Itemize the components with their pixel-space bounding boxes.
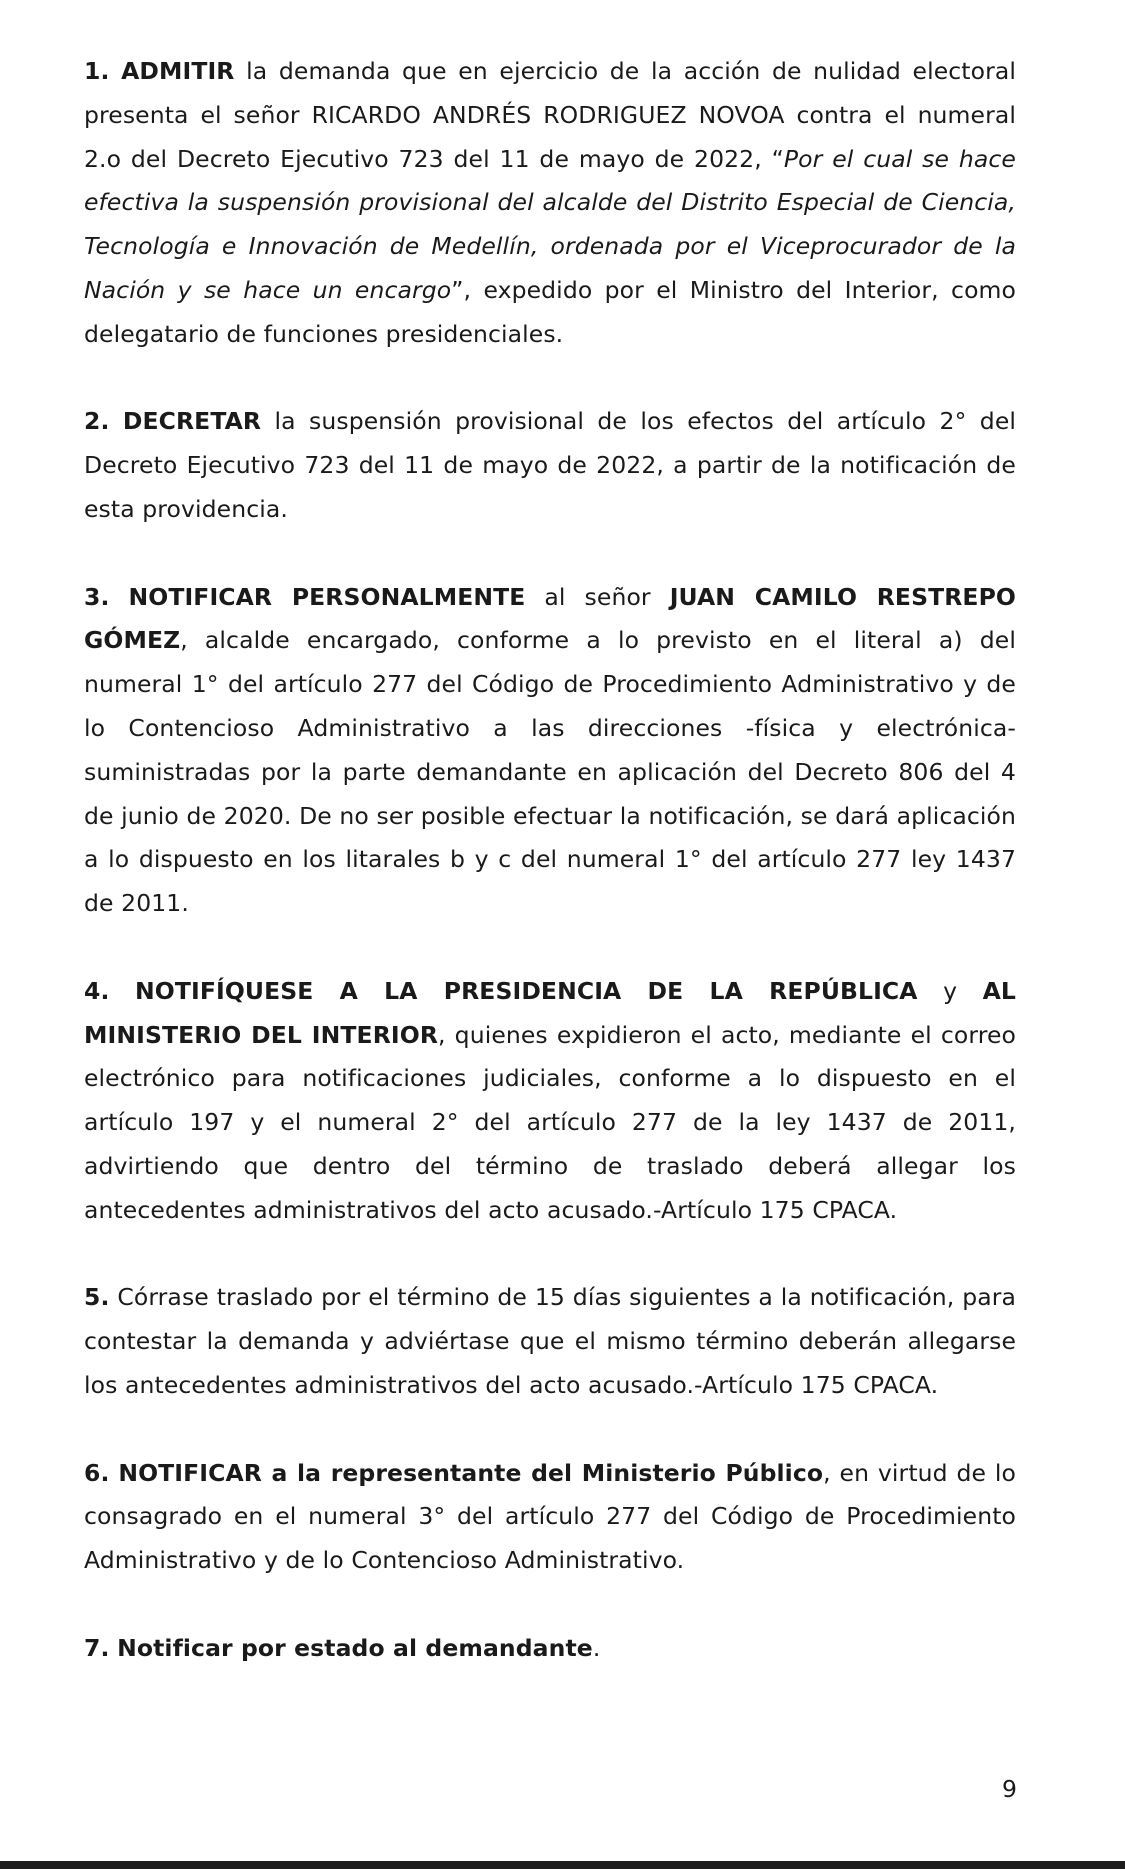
item-3-text-b: , alcalde encargado, conforme a lo previsto en el literal a) del numeral 1° del artículo 277 del Código de Procedimiento Administrativo y de lo Contencioso Administrativo a las direcciones -física y electrónica- suministradas por la parte demandante en aplicación del Decreto 806 del 4 de junio de 2020. De no ser posible efectuar la notificación, se dará aplicación a lo dispuesto en los litarales b y c del numeral 1° del artículo 277 ley 1437 de 2011. — [84, 626, 1016, 918]
item-3 — [84, 576, 1016, 926]
item-7-number: 7. — [84, 1633, 110, 1662]
item-7-lead: Notificar por estado al demandante — [117, 1633, 593, 1662]
item-3-text-a: al señor — [525, 582, 670, 611]
item-4-number: 4. — [84, 976, 110, 1005]
item-4-text-a: y — [917, 976, 983, 1005]
bottom-edge-bar — [0, 1861, 1125, 1869]
item-6-number: 6. — [84, 1458, 110, 1487]
item-4-lead: NOTIFÍQUESE A LA PRESIDENCIA DE LA REPÚBLICA — [135, 976, 918, 1005]
item-7-text: . — [592, 1633, 601, 1662]
item-2-number: 2. — [84, 407, 110, 436]
item-3-bold-name: JUAN CAMILO RESTREPO GÓMEZ — [84, 582, 1016, 655]
item-4-bold-ministry: AL MINISTERIO DEL INTERIOR — [84, 976, 1016, 1049]
item-3-lead: NOTIFICAR PERSONALMENTE — [128, 582, 526, 611]
item-2-text: la suspensión provisional de los efectos del artículo 2° del Decreto Ejecutivo 723 del 11 de mayo de 2022, a partir de la notificación de esta providencia. — [84, 407, 1017, 523]
page-number: 9 — [1002, 1775, 1017, 1803]
item-5 — [84, 1276, 1016, 1407]
item-6-lead: NOTIFICAR a la representante del Ministerio Público — [118, 1458, 824, 1487]
item-7 — [84, 1627, 1016, 1671]
document-body — [84, 50, 1016, 1714]
item-5-text: Córrase traslado por el término de 15 días siguientes a la notificación, para contestar la demanda y adviértase que el mismo término deberán allegarse los antecedentes administrativos del acto acusado.-Artículo 175 CPACA. — [84, 1283, 1016, 1399]
item-5-number: 5. — [84, 1283, 110, 1312]
item-4 — [84, 970, 1016, 1233]
item-6-text: , en virtud de lo consagrado en el numeral 3° del artículo 277 del Código de Procedimiento Administrativo y de lo Contencioso Administrativo. — [84, 1458, 1016, 1575]
item-1-number: 1. — [84, 57, 110, 85]
item-6 — [84, 1452, 1016, 1583]
item-2-lead: DECRETAR — [122, 407, 262, 436]
item-1-lead: ADMITIR — [121, 57, 235, 85]
item-1-text-a: la demanda que en ejercicio de la acción de nulidad electoral presenta el señor RICARDO ANDRÉS RODRIGUEZ NOVOA contra el numeral 2.o del Decreto Ejecutivo 723 del 11 de mayo de 2022, “ — [84, 57, 1016, 173]
item-2 — [84, 400, 1016, 531]
item-3-number: 3. — [84, 582, 110, 611]
item-4-text-b: , quienes expidieron el acto, mediante el correo electrónico para notificaciones judiciales, conforme a lo dispuesto en el artículo 197 y el numeral 2° del artículo 277 de la ley 1437 de 2011, advirtiendo que dentro del término de traslado deberá allegar los antecedentes administrativos del acto acusado.-Artículo 175 CPACA. — [84, 1020, 1016, 1224]
item-1-italic-title: Por el cual se hace efectiva la suspensión provisional del alcalde del Distrito Especial de Ciencia, Tecnología e Innovación de Medellín, ordenada por el Viceprocurador de la Nación y se hace un encargo — [84, 144, 1016, 304]
item-1-text-b: ”, expedido por el Ministro del Interior, como delegatario de funciones presidenciales. — [84, 275, 1017, 348]
item-1 — [84, 50, 1016, 357]
